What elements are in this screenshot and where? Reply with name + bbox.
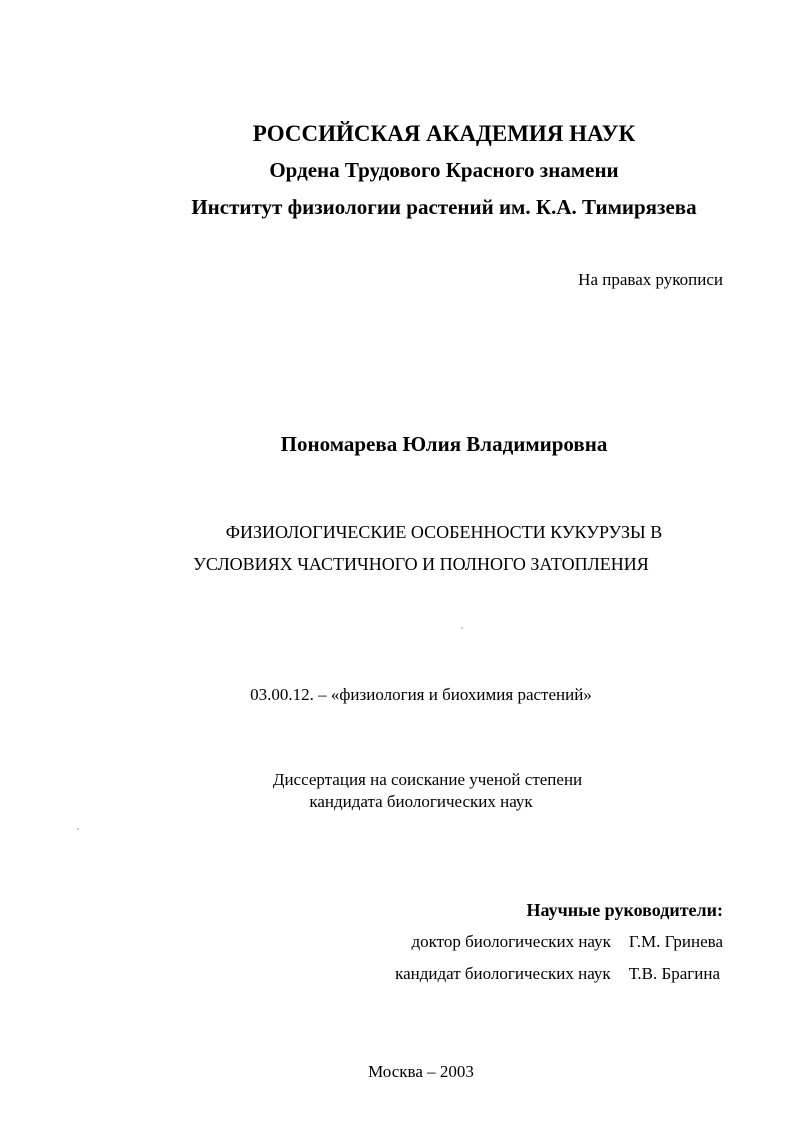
specialty-line: 03.00.12. – «физиология и биохимия растений»	[250, 685, 592, 704]
supervisor-name: Г.М. Гринева	[628, 932, 723, 951]
manuscript-note: На правах рукописи	[578, 270, 723, 289]
supervisor-title: доктор биологических наук	[411, 932, 611, 951]
supervisor-name: Т.В. Брагина	[628, 964, 720, 983]
institute-line: Институт физиологии растений им. К.А. Тимирязева	[191, 195, 697, 219]
supervisors-heading: Научные руководители:	[526, 900, 723, 920]
scan-speck	[461, 627, 463, 629]
degree-line-1: Диссертация на соискание ученой степени	[272, 770, 583, 789]
supervisor-entry	[395, 964, 720, 984]
supervisor-entry	[411, 932, 723, 952]
city-year: Москва – 2003	[368, 1062, 474, 1081]
order-line: Ордена Трудового Красного знамени	[269, 158, 619, 182]
academy-title: РОССИЙСКАЯ АКАДЕМИЯ НАУК	[252, 121, 636, 146]
thesis-title-line-2: УСЛОВИЯХ ЧАСТИЧНОГО И ПОЛНОГО ЗАТОПЛЕНИЯ	[193, 554, 649, 574]
degree-line-2: кандидата биологических наук	[309, 792, 533, 811]
author-name: Пономарева Юлия Владимировна	[280, 432, 608, 456]
supervisor-title: кандидат биологических наук	[395, 964, 611, 983]
scan-speck	[77, 828, 79, 830]
thesis-title-line-1: ФИЗИОЛОГИЧЕСКИЕ ОСОБЕННОСТИ КУКУРУЗЫ В	[225, 522, 663, 542]
